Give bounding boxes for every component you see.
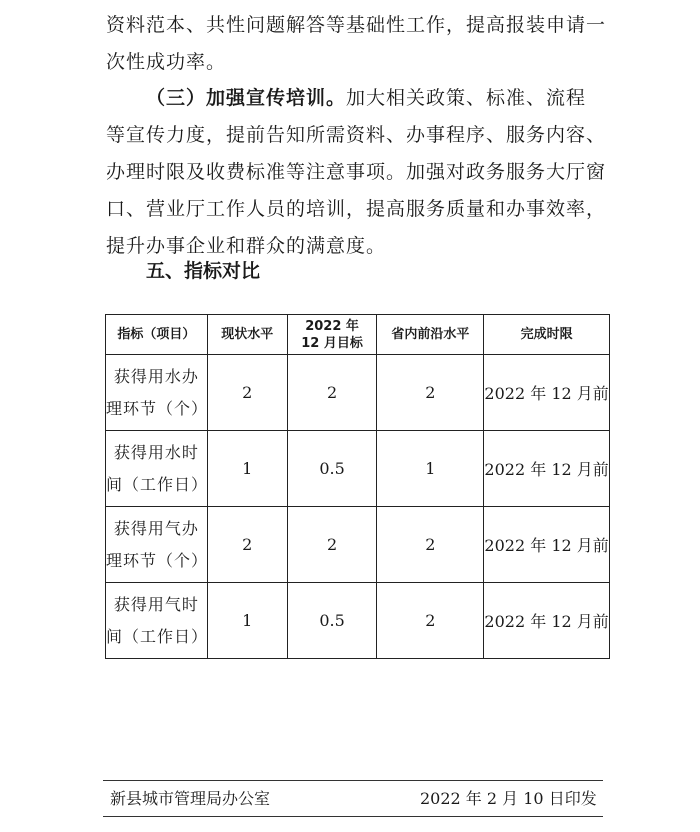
table-row	[106, 583, 610, 659]
cell-item: 获得用水时间（工作日）	[106, 431, 208, 507]
cell-target: 0.5	[287, 431, 377, 507]
footer-bottom-rule	[103, 816, 603, 817]
cell-leading: 2	[377, 583, 484, 659]
cell-item: 获得用水办理环节（个）	[106, 355, 208, 431]
metrics-table	[105, 314, 610, 659]
cell-current: 2	[207, 507, 287, 583]
paragraph-publicity-training	[106, 80, 606, 265]
paragraph-continuation: 资料范本、共性问题解答等基础性工作，提高报装申请一次性成功率。	[106, 14, 607, 73]
footer-issue-date: 2022 年 2 月 10 日印发	[420, 789, 597, 808]
cell-deadline: 2022 年 12 月前	[484, 507, 610, 583]
cell-current: 1	[207, 431, 287, 507]
table-header-row	[106, 315, 610, 355]
cell-leading: 2	[377, 507, 484, 583]
table-row	[106, 507, 610, 583]
cell-target: 0.5	[287, 583, 377, 659]
header-current: 现状水平	[207, 315, 287, 355]
cell-deadline: 2022 年 12 月前	[484, 431, 610, 507]
cell-item: 获得用气时间（工作日）	[106, 583, 208, 659]
paragraph-heading: （三）加强宣传培训。	[146, 87, 347, 109]
cell-current: 1	[207, 583, 287, 659]
cell-deadline: 2022 年 12 月前	[484, 355, 610, 431]
header-leading: 省内前沿水平	[377, 315, 484, 355]
table-row	[106, 431, 610, 507]
cell-current: 2	[207, 355, 287, 431]
footer-issuer: 新县城市管理局办公室	[110, 789, 271, 808]
header-target-line2: 12 月目标	[301, 335, 363, 351]
header-item: 指标（项目）	[106, 315, 208, 355]
header-target-line1: 2022 年	[305, 318, 359, 334]
cell-leading: 1	[377, 431, 484, 507]
paragraph-body: 加大相关政策、标准、流程等宣传力度，提前告知所需资料、办事程序、服务内容、办理时限及收费标准等注意事项。加强对政务服务大厅窗口、营业厅工作人员的培训，提高服务质量和办事效率，提升办事企业和群众的满意度。	[106, 87, 607, 257]
cell-item: 获得用气办理环节（个）	[106, 507, 208, 583]
section-title: 五、指标对比	[146, 260, 261, 282]
footer-top-rule	[103, 780, 603, 781]
cell-deadline: 2022 年 12 月前	[484, 583, 610, 659]
cell-target: 2	[287, 507, 377, 583]
cell-leading: 2	[377, 355, 484, 431]
header-target	[287, 315, 377, 355]
cell-target: 2	[287, 355, 377, 431]
table-row	[106, 355, 610, 431]
header-deadline: 完成时限	[484, 315, 610, 355]
